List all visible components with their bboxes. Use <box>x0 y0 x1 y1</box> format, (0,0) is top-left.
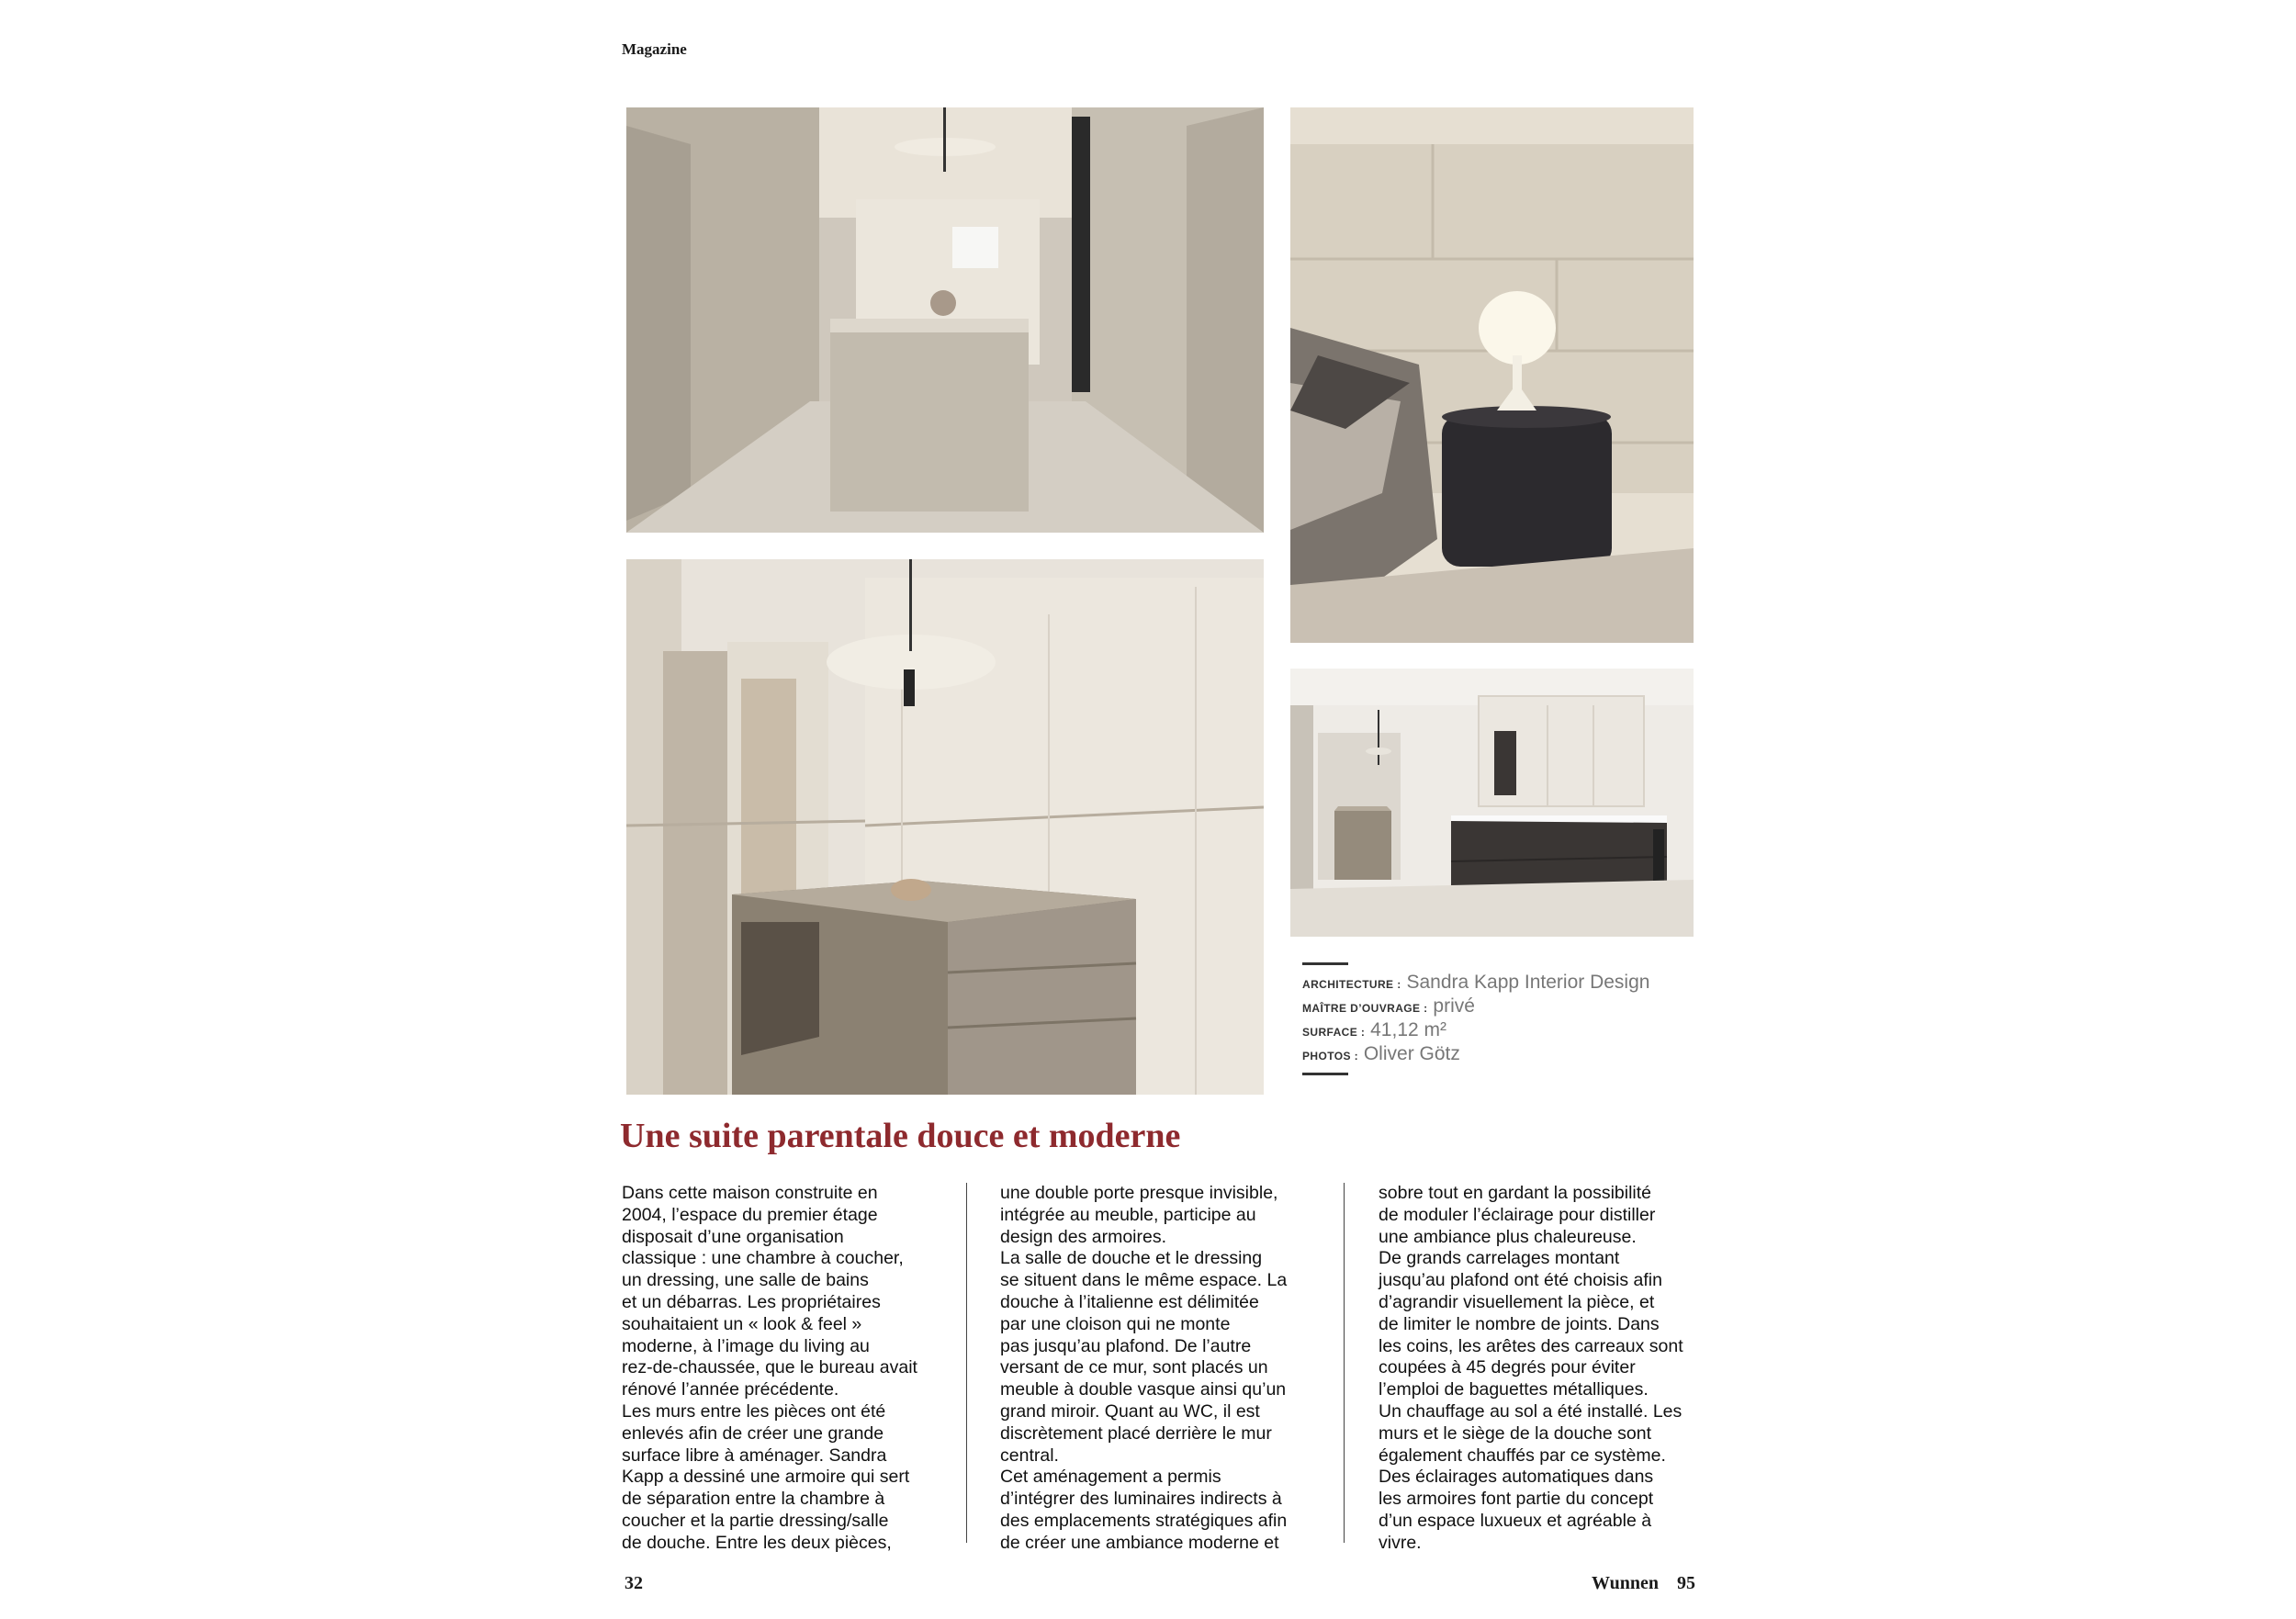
photo-bedroom-nightstand <box>1290 107 1694 643</box>
photo-dressing-island <box>626 559 1264 1095</box>
article-column-2 <box>1000 1183 1342 1555</box>
credit-photos: PHOTOS : Oliver Götz <box>1302 1043 1460 1064</box>
credits-bottom-rule <box>1302 1073 1348 1075</box>
page-number-right: 95 <box>1677 1573 1695 1593</box>
photo-bathroom-vanity <box>1290 669 1694 937</box>
page-number-left: 32 <box>625 1573 643 1593</box>
article-column-3 <box>1379 1183 1720 1555</box>
column-divider-1 <box>966 1183 967 1543</box>
article-column-3-text: sobre tout en gardant la possibilité de moduler l’éclairage pour distiller une ambiance plus chaleureuse. De grands carrelages montant jusqu’au plafond ont été choisis afin d’agrandir visuellement la pièce, et de limiter le nombre de joints. Dans les coins, les arêtes des carreaux sont coupées à 45 degrés pour éviter l’emploi de baguettes métalliques. Un chauffage au sol a été installé. Les murs et le siège de la douche sont également chauffés par ce système. Des éclairages automatiques dans les armoires font partie du concept d’un espace luxueux et agréable à vivre. <box>1379 1183 1683 1553</box>
credits-top-rule <box>1302 962 1348 965</box>
article-column-1-text: Dans cette maison construite en 2004, l’espace du premier étage disposait d’une organisation classique : une chambre à coucher, un dressing, une salle de bains et un débarras. Les propriétaires souhaitaient un « look & feel » moderne, à l’image du living au rez-de-chaussée, que le bureau avait rénové l’année précédente. Les murs entre les pièces ont été enlevés afin de créer une grande surface libre à aménager. Sandra Kapp a dessiné une armoire qui sert de séparation entre la chambre à coucher et la partie dressing/salle de douche. Entre les deux pièces, <box>622 1183 917 1553</box>
article-column-1 <box>622 1183 963 1555</box>
article-title: Une suite parentale douce et moderne <box>620 1117 1181 1155</box>
section-label: Magazine <box>622 40 687 58</box>
photo-dressing-corridor <box>626 107 1264 533</box>
column-divider-2 <box>1344 1183 1345 1543</box>
credit-architecture: ARCHITECTURE : Sandra Kapp Interior Design <box>1302 972 1650 993</box>
article-column-2-text: une double porte presque invisible, intégrée au meuble, participe au design des armoires. La salle de douche et le dressing se situent dans le même espace. La douche à l’italienne est délimitée par une cloison qui ne monte pas jusqu’au plafond. De l’autre versant de ce mur, sont placés un meuble à double vasque ainsi qu’un grand miroir. Quant au WC, il est discrètement placé derrière le mur central. Cet aménagement a permis d’intégrer des luminaires indirects à des emplacements stratégiques afin de créer une ambiance moderne et <box>1000 1183 1288 1553</box>
credits <box>1302 972 1649 1067</box>
credit-surface: SURFACE : 41,12 m² <box>1302 1019 1446 1040</box>
magazine-name: Wunnen <box>1592 1573 1660 1593</box>
credit-maitre-ouvrage: MAÎTRE D’OUVRAGE : privé <box>1302 995 1475 1017</box>
